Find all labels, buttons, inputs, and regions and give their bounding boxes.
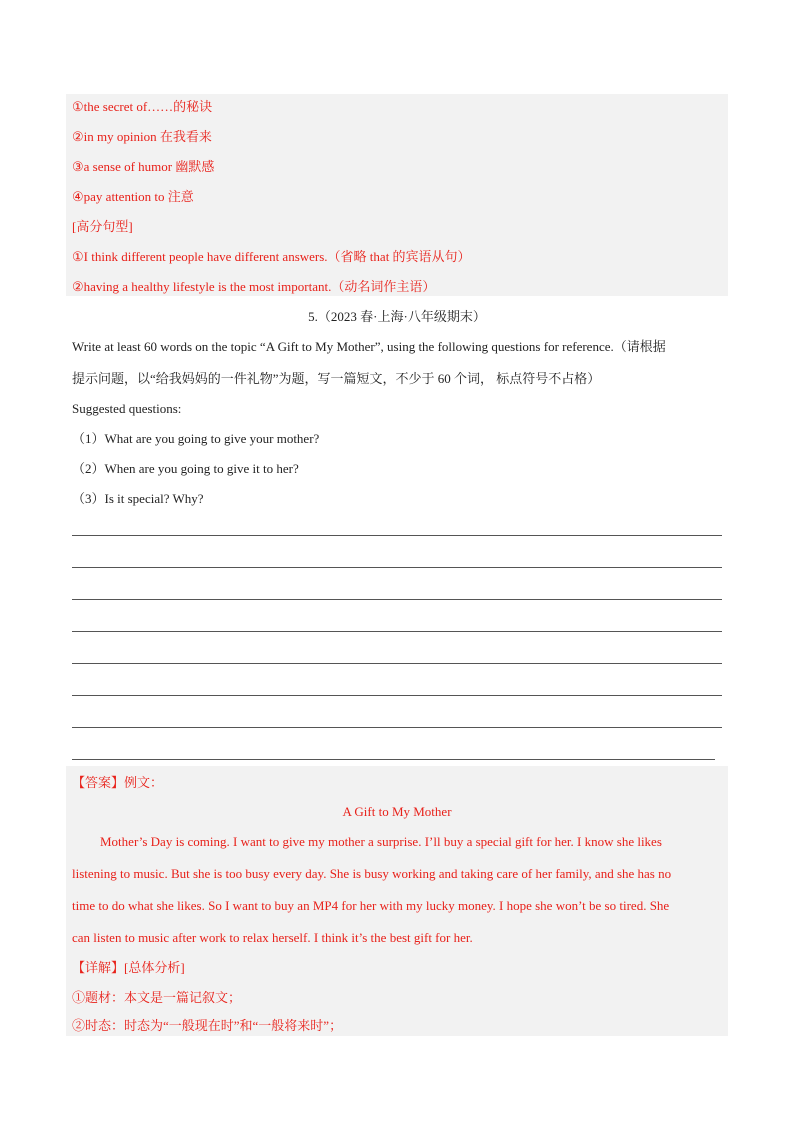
suggested-label: Suggested questions:	[72, 401, 182, 416]
suggested-item: （2）When are you going to give it to her?	[72, 461, 299, 476]
writing-line	[72, 759, 715, 760]
essay-line: listening to music. But she is too busy every day. She is busy working and taking care of her family, and she has no	[72, 866, 672, 881]
suggested-item: （1）What are you going to give your mother?	[72, 431, 320, 446]
note-heading: [高分句型]	[72, 219, 133, 234]
writing-line	[72, 535, 722, 536]
essay-line: time to do what she likes. So I want to buy an MP4 for her with my lucky money. I hope she won’t be so tired. She	[72, 898, 670, 913]
essay-line: Mother’s Day is coming. I want to give my mother a surprise. I’ll buy a special gift for her. I know she likes	[100, 834, 662, 849]
question-number: 5.（2023 春·上海·八年级期末）	[308, 309, 486, 324]
essay-line: can listen to music after work to relax herself. I think it’s the best gift for her.	[72, 930, 473, 945]
writing-line	[72, 663, 722, 664]
analysis-point: ②时态：时态为“一般现在时”和“一般将来时”；	[72, 1018, 343, 1033]
note-line: ①I think different people have different answers.（省略 that 的宾语从句）	[72, 249, 471, 264]
note-line: ②having a healthy lifestyle is the most important.（动名词作主语）	[72, 279, 436, 294]
analysis-label: 【详解】[总体分析]	[72, 960, 185, 975]
writing-line	[72, 727, 722, 728]
answer-label: 【答案】例文：	[72, 775, 164, 790]
note-line: ①the secret of……的秘诀	[72, 99, 213, 114]
question-prompt: 提示问题，以“给我妈妈的一件礼物”为题，写一篇短文，不少于 60 个词， 标点符号不占格）	[72, 371, 601, 386]
writing-line	[72, 695, 722, 696]
note-line: ③a sense of humor 幽默感	[72, 159, 215, 174]
analysis-point: ①题材：本文是一篇记叙文；	[72, 990, 242, 1005]
essay-title: A Gift to My Mother	[342, 804, 452, 819]
question-prompt: Write at least 60 words on the topic “A Gift to My Mother”, using the following questions for reference.（请根据	[72, 339, 666, 354]
writing-line	[72, 567, 722, 568]
note-line: ④pay attention to 注意	[72, 189, 194, 204]
writing-line	[72, 631, 722, 632]
note-line: ②in my opinion 在我看来	[72, 129, 212, 144]
suggested-item: （3）Is it special? Why?	[72, 491, 204, 506]
writing-line	[72, 599, 722, 600]
